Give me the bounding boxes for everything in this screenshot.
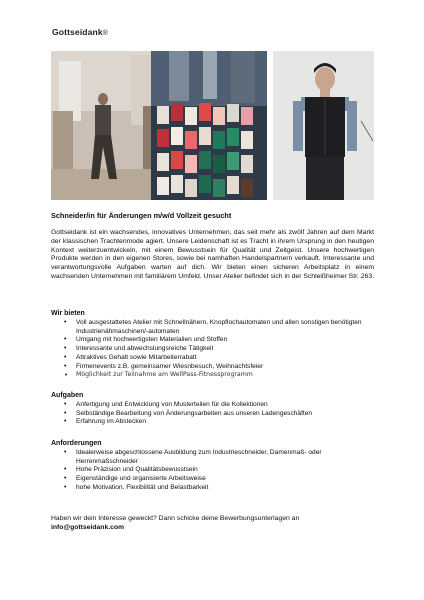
list-item: • Interessante und abwechslungsreiche Tätigkeit <box>51 345 374 354</box>
section-wir-bieten <box>51 310 374 380</box>
intro-paragraph: Gottseidank ist ein wachsendes, innovatives Unternehmen, das seit mehr als zwölf Jahren auf dem Markt der klassischen Trachtenmode agiert. Unsere Leidenschaft ist es Tracht in ihrem Ursprung in den heutigen Kontext weiterzuentwickeln, mit einem Bewusstsein für Qualität und Zeitgeist. Unsere hochwertigen Produkte werden in den eigenen Stores, sowie bei namhaften Handelspartnern verkauft. Interessante und verantwortungsvolle Aufgaben warten auf dich. Wir bieten einen sicheren Arbeitsplatz in einem wachsenden Unternehmen mit familiärem Umfeld. Unser Atelier befindet sich in der Schleißheimer Str. 263. <box>51 229 374 280</box>
section-aufgaben <box>51 392 374 427</box>
closing-text: Haben wir dein Interesse geweckt? Dann schicke deine Bewerbungsunterlagen an <box>51 515 300 522</box>
list-item: • Hohe Präzision und Qualitätsbewusstsein <box>51 466 374 475</box>
section-anforderungen <box>51 440 374 493</box>
list-item: • Erfahrung im Abstecken <box>51 418 374 427</box>
contact-email: info@gottseidank.com <box>51 523 125 531</box>
list-item: • Firmenevents z.B. gemeinsamer Wiesnbesuch, Weihnachtsfeier <box>51 363 374 372</box>
closing-paragraph <box>51 515 374 533</box>
job-title: Schneider/in für Änderungen m/w/d Vollzeit gesucht <box>51 211 232 220</box>
requirements-list <box>51 449 374 493</box>
registered-mark: ® <box>102 30 109 37</box>
tasks-list <box>51 401 374 427</box>
list-item: • Anfertigung und Entwicklung von Musterteilen für die Kollektionen <box>51 401 374 410</box>
list-item: • Attraktives Gehalt sowie Mitarbeiterrabatt <box>51 354 374 363</box>
section-heading: Wir bieten <box>51 310 85 317</box>
thread-spools-photo <box>151 51 267 200</box>
list-item: • Eigenständige und organisierte Arbeitsweise <box>51 475 374 484</box>
list-item: • Idealerweise abgeschlossene Ausbildung zum Industrieschneider, Damenmaß- oder Herrenmaßschneider <box>51 449 374 466</box>
list-item: • Umgang mit hochwertigsten Materialien und Stoffen <box>51 336 374 345</box>
benefits-list <box>51 319 374 380</box>
list-item: • Möglichkeit zur Teilnahme am WellPass-Fitnessprogramm <box>51 371 374 380</box>
brand-logo <box>52 27 108 37</box>
section-heading: Anforderungen <box>51 440 102 447</box>
atelier-photo <box>51 51 165 200</box>
list-item: • hohe Motivation, Flexibilität und Belastbarkeit <box>51 484 374 493</box>
list-item: • Voll ausgestattetes Atelier mit Schnellnähern, Knopflochautomaten und allen sonstigen benötigten Industrienähmaschinen/-automaten <box>51 319 374 336</box>
waistcoat-portrait-photo <box>273 51 374 200</box>
brand-logo-text: Gottseidank <box>52 27 103 37</box>
section-heading: Aufgaben <box>51 392 84 399</box>
list-item: • Selbständige Bearbeitung von Änderungsarbeiten aus unseren Ladengeschäften <box>51 410 374 419</box>
